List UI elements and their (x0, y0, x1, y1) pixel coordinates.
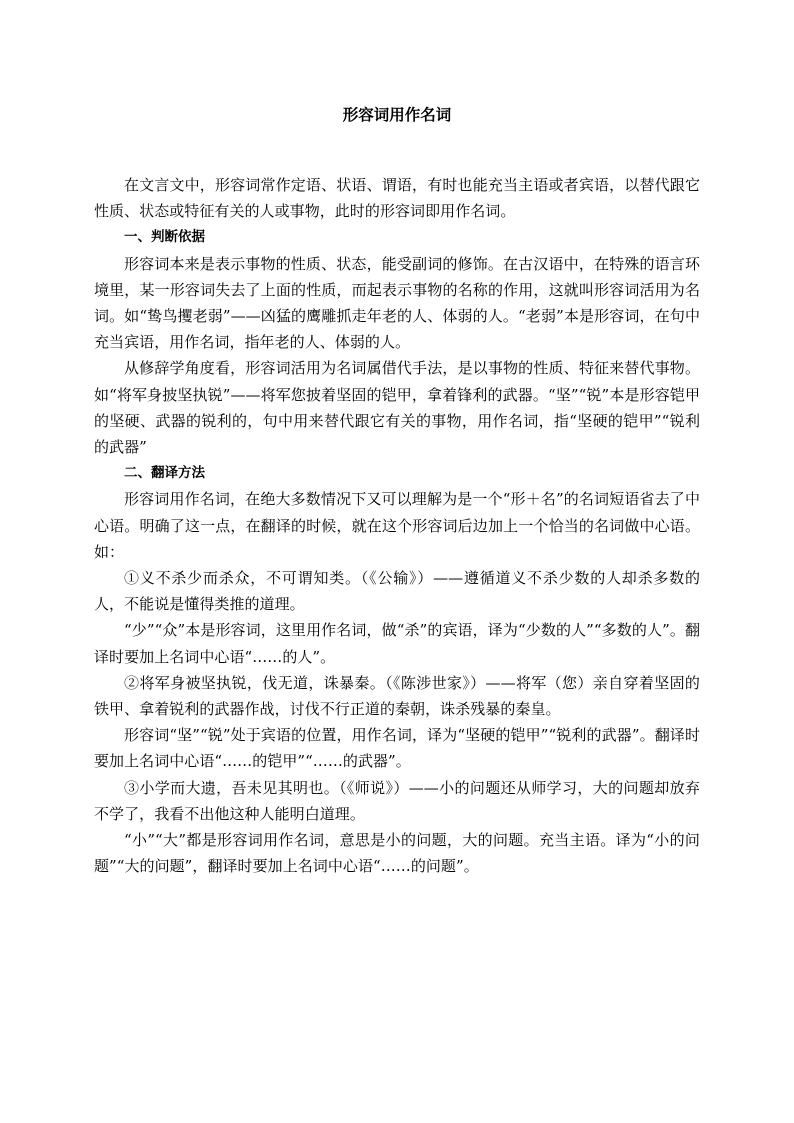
section-heading-translation-method: 二、翻译方法 (124, 465, 205, 482)
example-2-explanation: 形容词“坚”“锐”处于宾语的位置，用作名词，译为“坚硬的铠甲”“锐利的武器”。翻译时要加上名词中心语“……的铠甲”“……的武器”。 (94, 726, 700, 771)
paragraph-rhetoric: 从修辞学角度看，形容词活用为名词属借代手法，是以事物的性质、特征来替代事物。如“将军身披坚执锐”——将军您披着坚固的铠甲，拿着锋利的武器。“坚”“锐”本是形容铠甲的坚硬、武器的锐利的，句中用来替代跟它有关的事物，用作名词，指“坚硬的铠甲”“锐利的武器” (94, 359, 700, 457)
paragraph-definition: 形容词本来是表示事物的性质、状态，能受副词的修饰。在古汉语中，在特殊的语言环境里，某一形容词失去了上面的性质，而起表示事物的名称的作用，这就叫形容词活用为名词。如“鸷鸟攫老弱”——凶猛的鹰雕抓走年老的人、体弱的人。“老弱”本是形容词，在句中充当宾语，用作名词，指年老的人、体弱的人。 (94, 254, 700, 352)
section-heading-judgment-basis: 一、判断依据 (124, 229, 205, 246)
page-title: 形容词用作名词 (342, 106, 452, 124)
example-3: ③小学而大遗，吾未见其明也。（《师说》）——小的问题还从师学习，大的问题却放弃不学了，我看不出他这种人能明白道理。 (94, 778, 700, 823)
intro-paragraph: 在文言文中，形容词常作定语、状语、谓语，有时也能充当主语或者宾语，以替代跟它性质、状态或特征有关的人或事物，此时的形容词即用作名词。 (94, 176, 700, 221)
example-2: ②将军身被坚执锐，伐无道，诛暴秦。（《陈涉世家》）——将军（您）亲自穿着坚固的铁甲、拿着锐利的武器作战，讨伐不行正道的秦朝，诛杀残暴的秦皇。 (94, 673, 700, 719)
example-1: ①义不杀少而杀众，不可谓知类。（《公输》）——遵循道义不杀少数的人却杀多数的人，不能说是懂得类推的道理。 (94, 569, 700, 614)
paragraph-translation-intro: 形容词用作名词，在绝大多数情况下又可以理解为是一个“形＋名”的名词短语省去了中心语。明确了这一点，在翻译的时候，就在这个形容词后边加上一个恰当的名词做中心语。如： (94, 490, 700, 561)
example-3-explanation: “小”“大”都是形容词用作名词，意思是小的问题，大的问题。充当主语。译为“小的问题”“大的问题”，翻译时要加上名词中心语“……的问题”。 (94, 831, 700, 876)
example-1-explanation: “少”“众”本是形容词，这里用作名词，做“杀”的宾语，译为“少数的人”“多数的人”。翻译时要加上名词中心语“……的人”。 (94, 621, 700, 666)
document-body (94, 172, 700, 879)
